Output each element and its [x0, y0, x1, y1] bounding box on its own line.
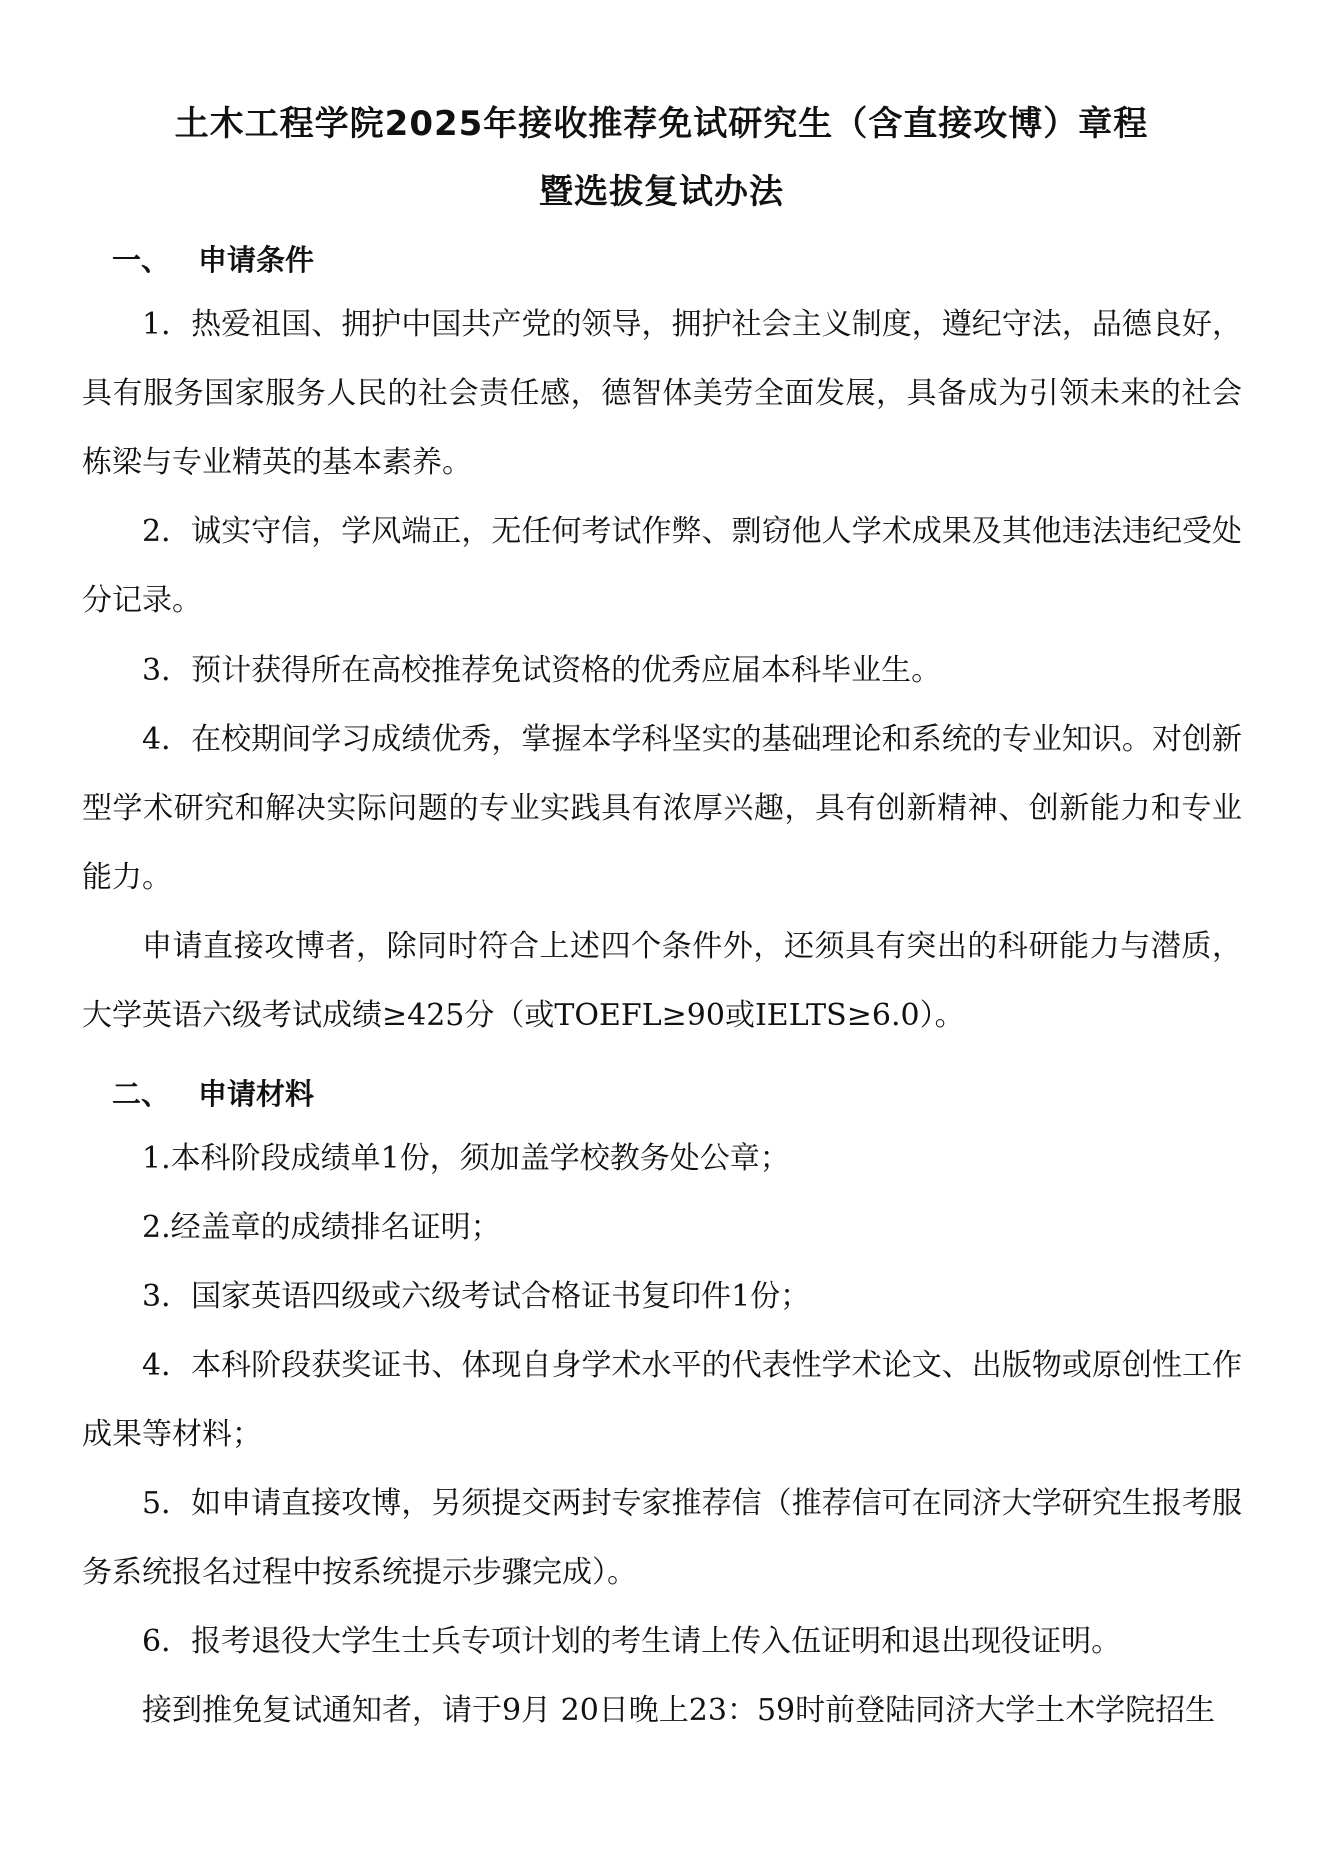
- condition-item-2: 2．诚实守信，学风端正，无任何考试作弊、剽窃他人学术成果及其他违法违纪受处分记录。: [82, 514, 1242, 618]
- document-title: 土木工程学院2025年接收推荐免试研究生（含直接攻博）章程: [174, 104, 1149, 144]
- material-item-4: 4．本科阶段获奖证书、体现自身学术水平的代表性学术论文、出版物或原创性工作成果等材料；: [82, 1348, 1242, 1452]
- document-subtitle: 暨选拔复试办法: [539, 172, 784, 212]
- material-item-2: 2.经盖章的成绩排名证明；: [142, 1210, 501, 1245]
- section-number: 一、: [112, 243, 171, 277]
- retest-notice: 接到推免复试通知者，请于9月 20日晚上23：59时前登陆同济大学土木学院招生: [142, 1693, 1216, 1728]
- direct-phd-note: 申请直接攻博者，除同时符合上述四个条件外，还须具有突出的科研能力与潜质，大学英语六级考试成绩≥425分（或TOEFL≥90或IELTS≥6.0）。: [82, 929, 1242, 1033]
- condition-item-4: 4．在校期间学习成绩优秀，掌握本学科坚实的基础理论和系统的专业知识。对创新型学术研究和解决实际问题的专业实践具有浓厚兴趣，具有创新精神、创新能力和专业能力。: [82, 722, 1242, 895]
- material-item-5: 5．如申请直接攻博，另须提交两封专家推荐信（推荐信可在同济大学研究生报考服务系统报名过程中按系统提示步骤完成）。: [82, 1486, 1242, 1590]
- condition-item-3: 3．预计获得所在高校推荐免试资格的优秀应届本科毕业生。: [142, 653, 942, 688]
- section-number: 二、: [112, 1077, 171, 1111]
- section-heading-materials: [112, 1072, 314, 1113]
- condition-item-1: 1．热爱祖国、拥护中国共产党的领导，拥护社会主义制度，遵纪守法，品德良好，具有服务国家服务人民的社会责任感，德智体美劳全面发展，具备成为引领未来的社会栋梁与专业精英的基本素养。: [82, 307, 1242, 480]
- material-item-3: 3．国家英语四级或六级考试合格证书复印件1份；: [142, 1279, 811, 1314]
- section-title: 申请材料: [198, 1077, 315, 1111]
- material-item-6: 6．报考退役大学生士兵专项计划的考生请上传入伍证明和退出现役证明。: [142, 1624, 1122, 1659]
- section-heading-conditions: [112, 238, 314, 279]
- section-title: 申请条件: [198, 243, 315, 277]
- material-item-1: 1.本科阶段成绩单1份，须加盖学校教务处公章；: [142, 1141, 790, 1176]
